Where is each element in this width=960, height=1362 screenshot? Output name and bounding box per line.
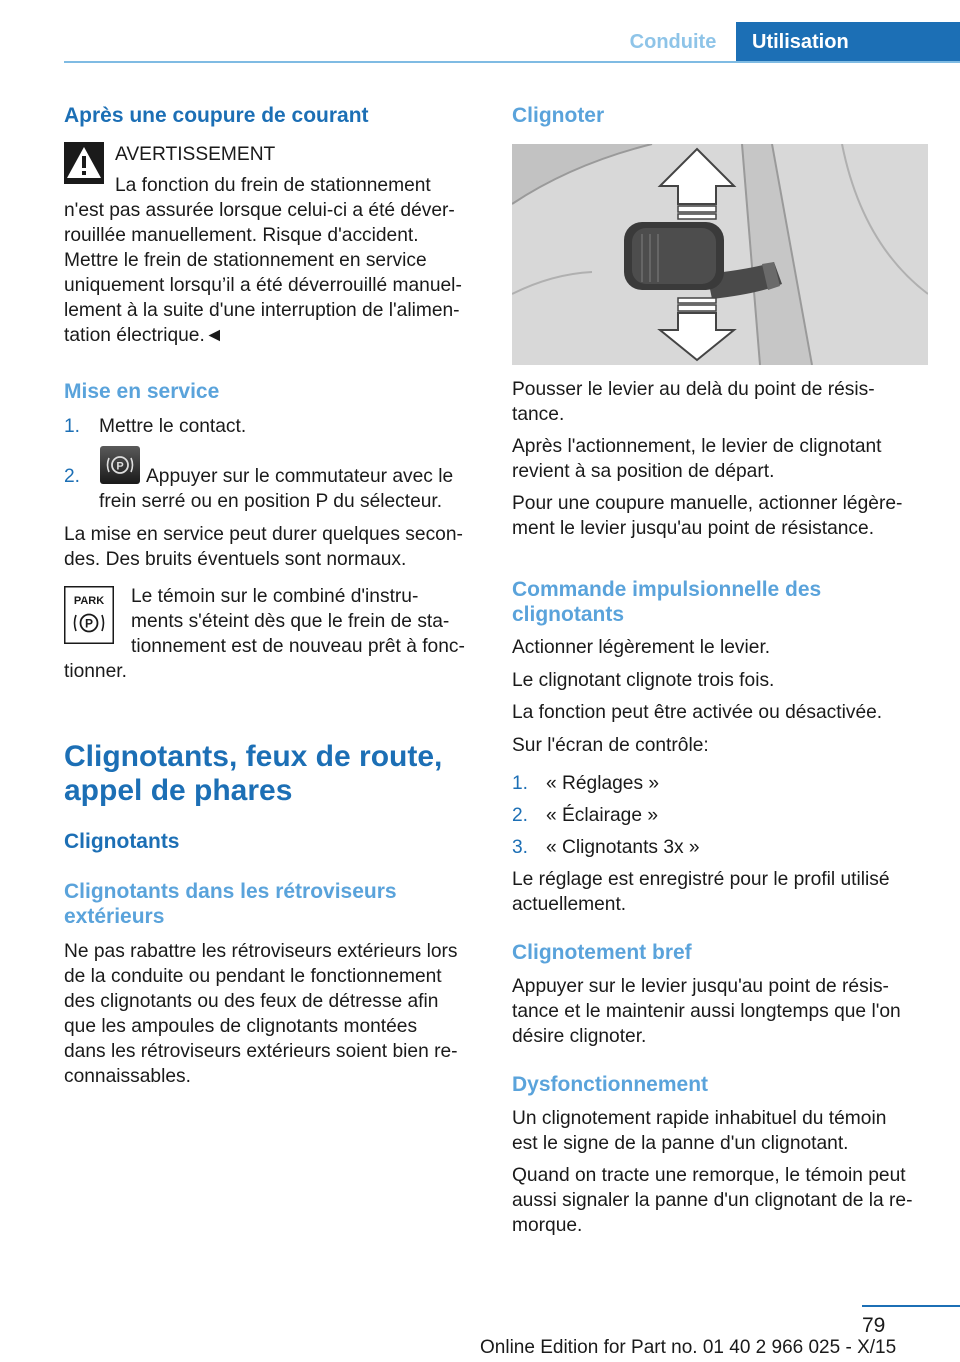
paragraph-line: Sur l'écran de contrôle: bbox=[512, 735, 709, 756]
list-number: 1. bbox=[512, 773, 529, 794]
warning-line: Mettre le frein de stationnement en service bbox=[64, 250, 427, 271]
park-label: PARK bbox=[73, 595, 105, 607]
warning-line: La fonction du frein de stationnement bbox=[115, 175, 431, 196]
paragraph-line: Après l'actionnement, le levier de clignotant bbox=[512, 436, 882, 457]
heading-retroviseurs: extérieurs bbox=[64, 905, 165, 928]
edition-note: Online Edition for Part no. 01 40 2 966 025 - X/15 bbox=[480, 1337, 897, 1358]
turn-signal-lever-illustration bbox=[512, 144, 928, 365]
chapter-title: appel de phares bbox=[64, 774, 293, 807]
header-rule bbox=[64, 61, 960, 63]
parking-brake-switch-icon bbox=[100, 446, 140, 484]
svg-text:P: P bbox=[116, 460, 124, 473]
paragraph-line: que les ampoules de clignotants montées bbox=[64, 1016, 418, 1037]
list-item: « Réglages » bbox=[546, 773, 660, 794]
paragraph-line: des. Des bruits éventuels sont normaux. bbox=[64, 549, 407, 570]
list-number: 1. bbox=[64, 416, 81, 437]
paragraph-line: revient à sa position de départ. bbox=[512, 461, 775, 482]
warning-line: lement à la suite d'une interruption de l'alimen- bbox=[64, 300, 460, 321]
paragraph-line: de la conduite ou pendant le fonctionnement bbox=[64, 966, 442, 987]
paragraph-line: connaissables. bbox=[64, 1066, 191, 1087]
list-number: 2. bbox=[512, 805, 529, 826]
paragraph-line: Pour une coupure manuelle, actionner légère- bbox=[512, 493, 903, 514]
paragraph-line: Le clignotant clignote trois fois. bbox=[512, 670, 775, 691]
paragraph-line: Actionner légèrement le levier. bbox=[512, 637, 771, 658]
heading-commande-impulsionnelle: Commande impulsionnelle des bbox=[512, 578, 822, 601]
paragraph-line: Appuyer sur le levier jusqu'au point de résis- bbox=[512, 976, 889, 997]
paragraph-line: tionnement est de nouveau prêt à fonc- bbox=[131, 636, 465, 657]
list-item: Mettre le contact. bbox=[99, 416, 247, 437]
list-item: frein serré ou en position P du sélecteur. bbox=[99, 491, 443, 512]
heading-clignotants: Clignotants bbox=[64, 830, 180, 853]
heading-mise-en-service: Mise en service bbox=[64, 380, 220, 403]
list-item: « Éclairage » bbox=[546, 805, 658, 826]
paragraph-line: Un clignotement rapide inhabituel du témoin bbox=[512, 1108, 887, 1129]
heading-after-power-cut: Après une coupure de courant bbox=[64, 104, 369, 127]
list-item: Appuyer sur le commutateur avec le bbox=[146, 466, 454, 487]
paragraph-line: des clignotants ou des feux de détresse afin bbox=[64, 991, 439, 1012]
paragraph-line: Quand on tracte une remorque, le témoin peut bbox=[512, 1165, 906, 1186]
paragraph-line: morque. bbox=[512, 1215, 583, 1236]
paragraph-line: tance. bbox=[512, 404, 565, 425]
list-number: 3. bbox=[512, 837, 529, 858]
paragraph-line: actuellement. bbox=[512, 894, 627, 915]
svg-text:P: P bbox=[84, 616, 94, 631]
paragraph-line: aussi signaler la panne d'un clignotant de la re- bbox=[512, 1190, 913, 1211]
paragraph-line: Ne pas rabattre les rétroviseurs extérieurs lors bbox=[64, 941, 458, 962]
chapter-title: Clignotants, feux de route, bbox=[64, 740, 443, 773]
paragraph-line: La fonction peut être activée ou désactivée. bbox=[512, 702, 883, 723]
paragraph-line: tance et le maintenir aussi longtemps que l'on bbox=[512, 1001, 901, 1022]
heading-clignotement-bref: Clignotement bref bbox=[512, 941, 692, 964]
warning-icon bbox=[64, 142, 104, 184]
paragraph-line: tionner. bbox=[64, 661, 127, 682]
header-section-conduite: Conduite bbox=[629, 30, 717, 53]
warning-line: tation électrique.◄ bbox=[64, 325, 224, 346]
paragraph-line: La mise en service peut durer quelques secon- bbox=[64, 524, 463, 545]
list-item: « Clignotants 3x » bbox=[546, 837, 700, 858]
paragraph-line: Pousser le levier au delà du point de résis- bbox=[512, 379, 875, 400]
warning-title: AVERTISSEMENT bbox=[115, 144, 276, 165]
list-number: 2. bbox=[64, 466, 81, 487]
heading-dysfonctionnement: Dysfonctionnement bbox=[512, 1073, 709, 1096]
warning-line: rouillée manuellement. Risque d'accident. bbox=[64, 225, 419, 246]
footer-rule bbox=[862, 1305, 960, 1307]
park-indicator-icon bbox=[64, 586, 114, 644]
paragraph-line: ment le levier jusqu'au point de résistance. bbox=[512, 518, 875, 539]
warning-line: n'est pas assurée lorsque celui-ci a été déver- bbox=[64, 200, 455, 221]
page-number: 79 bbox=[862, 1314, 886, 1337]
paragraph-line: Le réglage est enregistré pour le profil utilisé bbox=[512, 869, 890, 890]
paragraph-line: dans les rétroviseurs extérieurs soient bien re- bbox=[64, 1041, 458, 1062]
header-section-utilisation: Utilisation bbox=[736, 22, 960, 62]
paragraph-line: ments s'éteint dès que le frein de sta- bbox=[131, 611, 450, 632]
heading-commande-impulsionnelle: clignotants bbox=[512, 603, 625, 626]
heading-retroviseurs: Clignotants dans les rétroviseurs bbox=[64, 880, 397, 903]
paragraph-line: est le signe de la panne d'un clignotant. bbox=[512, 1133, 849, 1154]
warning-line: uniquement lorsqu’il a été déverrouillé manuel- bbox=[64, 275, 462, 296]
heading-clignoter: Clignoter bbox=[512, 104, 605, 127]
paragraph-line: Le témoin sur le combiné d'instru- bbox=[131, 586, 419, 607]
paragraph-line: désire clignoter. bbox=[512, 1026, 647, 1047]
